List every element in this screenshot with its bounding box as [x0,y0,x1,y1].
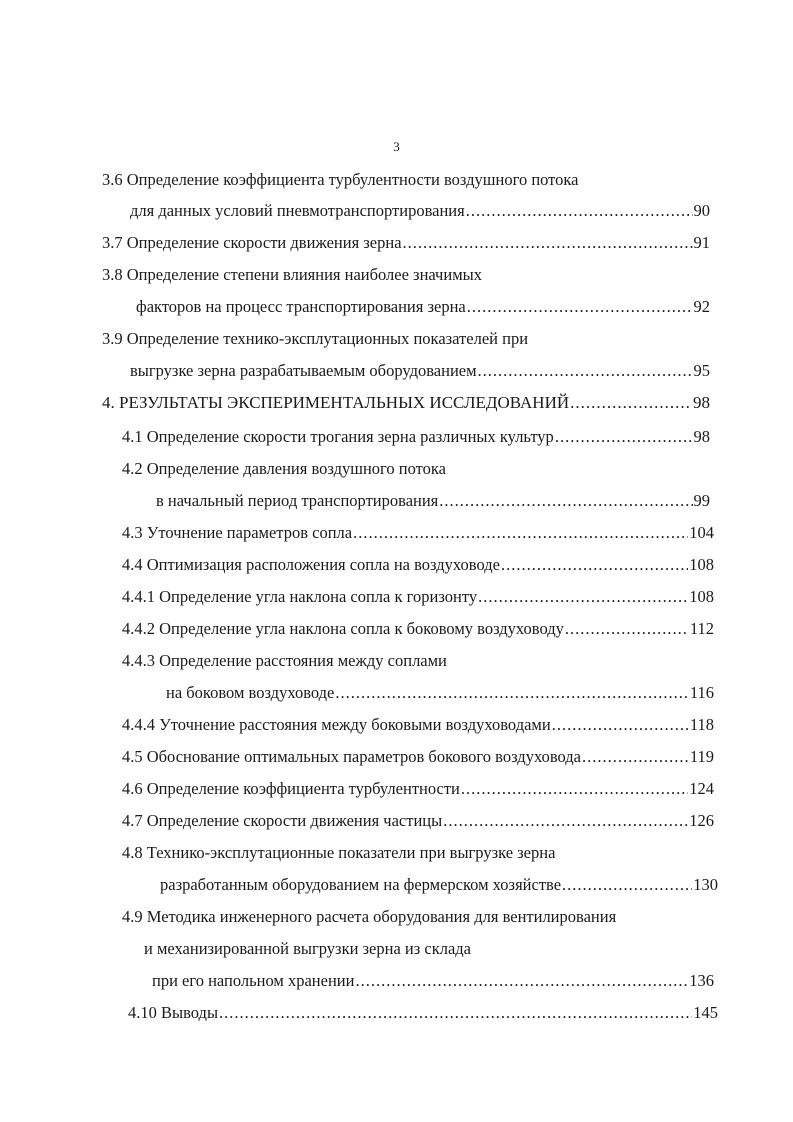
toc-page-number: 112 [689,619,714,638]
toc-entry-label: 4.4.1 Определение угла наклона сопла к горизонту [122,587,478,606]
dot-leader [562,875,692,895]
toc-entry-4-4[interactable] [122,555,714,575]
toc-entry-label: 4.10 Выводы [128,1003,219,1022]
toc-page-number: 99 [693,491,710,510]
toc-entry-label: 4.6 Определение коэффициента турбулентности [122,779,460,798]
toc-page-number: 118 [689,715,714,734]
toc-entry-label: на боковом воздуховоде [166,683,335,702]
toc-entry-4-8-title: 4.8 Технико-эксплутационные показатели при выгрузке зерна [122,843,556,862]
toc-entry-label: 4.4.2 Определение угла наклона сопла к боковому воздуховоду [122,619,564,638]
toc-page-number: 95 [693,361,710,380]
toc-entry-label: 4.3 Уточнение параметров сопла [122,523,353,542]
page-number: 3 [393,139,400,154]
toc-entry-label: 3.7 Определение скорости движения зерна [102,233,402,252]
toc-entry-4-9-title: 4.9 Методика инженерного расчета оборудования для вентилирования [122,907,617,926]
toc-entry-4-9-title-cont: и механизированной выгрузки зерна из склада [144,939,472,958]
toc-entry-label: разработанным оборудованием на фермерском хозяйстве [160,875,562,894]
toc-page-number: 130 [693,875,718,894]
toc-entry-label: 4. РЕЗУЛЬТАТЫ ЭКСПЕРИМЕНТАЛЬНЫХ ИССЛЕДОВАНИЙ [102,393,570,412]
toc-entry-4-2[interactable] [156,491,710,511]
toc-page-number: 136 [689,971,714,990]
dot-leader [582,747,689,767]
toc-page-number: 124 [689,779,714,798]
dot-leader [478,587,688,607]
toc-entry-4-4-1[interactable] [122,587,714,607]
toc-page-number: 145 [693,1003,718,1022]
toc-entry-label: 4.4.4 Уточнение расстояния между боковыми воздуховодами [122,715,551,734]
dot-leader [219,1003,692,1023]
dot-leader [555,427,693,447]
toc-entry-4-4-4[interactable] [122,715,714,735]
toc-page-number: 98 [693,427,710,446]
toc-entry-4-1[interactable] [122,427,710,447]
toc-page-number: 90 [693,201,710,220]
toc-entry-4-4-3-title: 4.4.3 Определение расстояния между соплами [122,651,447,670]
dot-leader [461,779,688,799]
toc-entry-4-9[interactable] [152,971,714,991]
toc-page-number: 98 [693,393,710,412]
toc-entry-4-6[interactable] [122,779,714,799]
toc-entry-3-8[interactable] [136,297,710,317]
dot-leader [335,683,688,703]
toc-entry-4-5[interactable] [122,747,714,767]
toc-entry-3-8-title: 3.8 Определение степени влияния наиболее значимых [102,265,482,284]
toc-entry-4-4-3[interactable] [166,683,714,703]
toc-entry-label: 4.4 Оптимизация расположения сопла на воздуховоде [122,555,500,574]
toc-page-number: 108 [689,555,714,574]
dot-leader [467,297,693,317]
toc-entry-label: 4.1 Определение скорости трогания зерна различных культур [122,427,554,446]
dot-leader [403,233,693,253]
dot-leader [478,361,693,381]
dot-leader [565,619,689,639]
toc-entry-4-10[interactable] [128,1003,718,1023]
dot-leader [355,971,688,991]
toc-page-number: 116 [689,683,714,702]
toc-entry-3-7[interactable] [102,233,710,253]
toc-entry-4-7[interactable] [122,811,714,831]
dot-leader [443,811,688,831]
toc-entry-label: при его напольном хранении [152,971,355,990]
toc-entry-3-9-title: 3.9 Определение технико-эксплутационных показателей при [102,329,529,348]
toc-page-number: 104 [689,523,714,542]
toc-page-number: 119 [689,747,714,766]
toc-entry-label: факторов на процесс транспортирования зерна [136,297,466,316]
dot-leader [501,555,688,575]
toc-entry-3-6-title: 3.6 Определение коэффициента турбулентности воздушного потока [102,170,579,189]
toc-entry-3-9[interactable] [130,361,710,381]
toc-entry-4-3[interactable] [122,523,714,543]
dot-leader [466,201,693,221]
dot-leader [353,523,688,543]
toc-page-number: 91 [693,233,710,252]
toc-page-number: 126 [689,811,714,830]
toc-entry-label: выгрузке зерна разрабатываемым оборудованием [130,361,477,380]
dot-leader [552,715,689,735]
toc-entry-4-2-title: 4.2 Определение давления воздушного потока [122,459,446,478]
dot-leader [570,393,692,413]
dot-leader [439,491,692,511]
toc-entry-label: для данных условий пневмотранспортирования [130,201,465,220]
toc-page-number: 108 [689,587,714,606]
toc-entry-label: 4.5 Обоснование оптимальных параметров бокового воздуховода [122,747,581,766]
toc-entry-3-6[interactable] [130,201,710,221]
toc-entry-chapter-4[interactable] [102,393,710,413]
toc-entry-4-4-2[interactable] [122,619,714,639]
toc-entry-4-8[interactable] [160,875,718,895]
toc-page-number: 92 [693,297,710,316]
toc-entry-label: в начальный период транспортирования [156,491,439,510]
toc-entry-label: 4.7 Определение скорости движения частицы [122,811,443,830]
